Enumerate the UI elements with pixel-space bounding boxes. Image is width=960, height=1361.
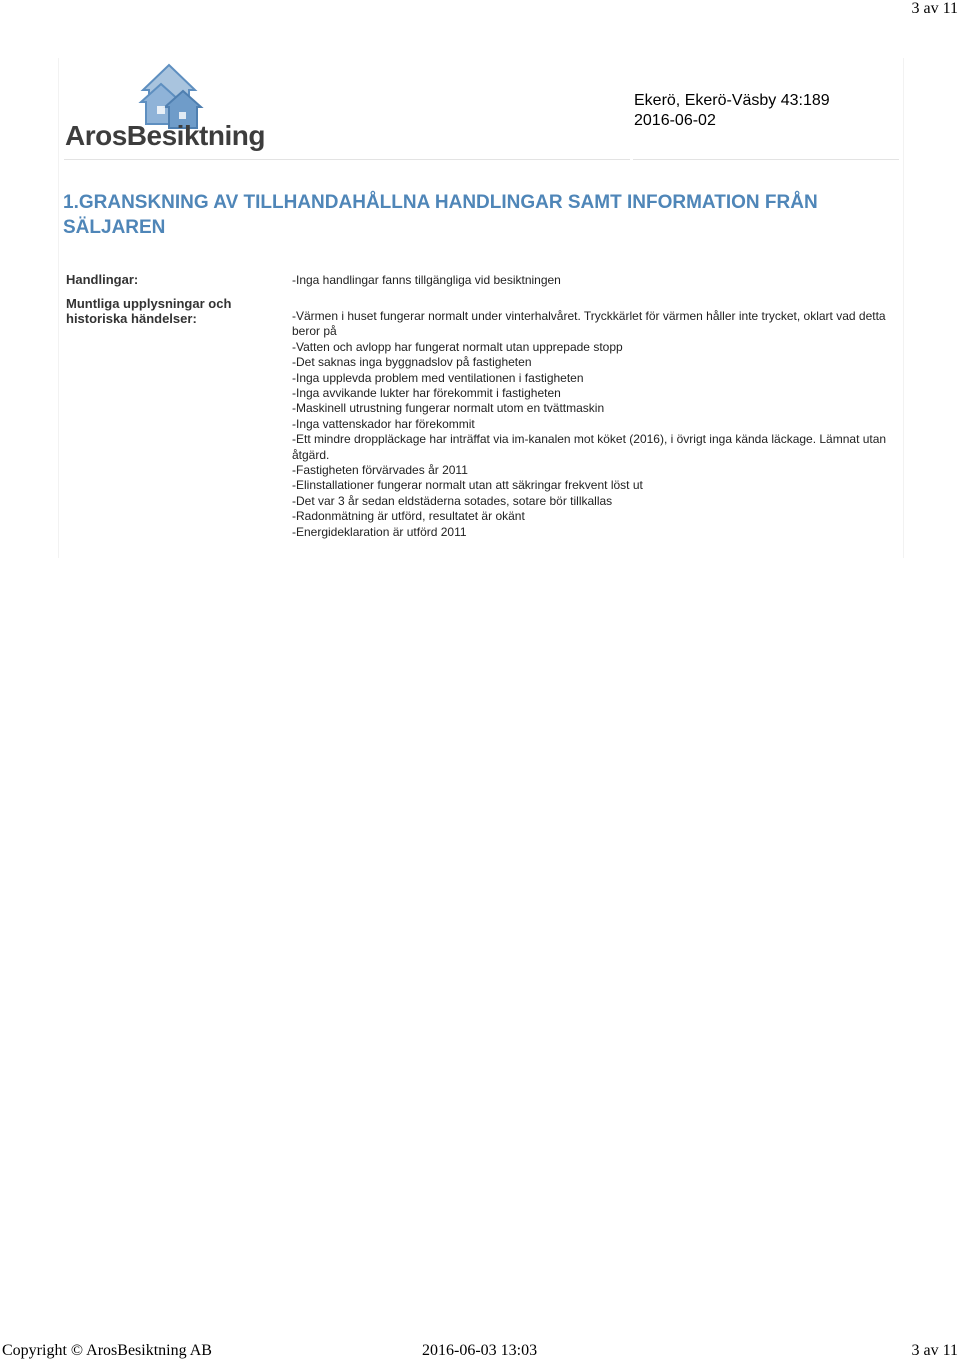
footer-timestamp: 2016-06-03 13:03 xyxy=(422,1342,538,1359)
company-logo xyxy=(65,62,275,157)
row-line: -Inga vattenskador har förekommit xyxy=(292,416,475,431)
row-line: -Radonmätning är utförd, resultatet är okänt xyxy=(292,509,525,524)
page-counter-top: 3 av 11 xyxy=(911,0,958,17)
row-label: Handlingar: xyxy=(66,272,139,287)
inspection-date: 2016-06-02 xyxy=(634,112,716,129)
logo-wordmark: ArosBesiktning xyxy=(65,120,265,151)
row-line: -Inga upplevda problem med ventilationen i fastigheten xyxy=(292,370,584,385)
row-line: -Det var 3 år sedan eldstäderna sotades, sotare bör tillkallas xyxy=(292,493,613,508)
row-label: Muntliga upplysningar och historiska händelser: xyxy=(66,296,232,326)
section-title: 1.GRANSKNING AV TILLHANDAHÅLLNA HANDLINGAR SAMT INFORMATION FRÅN SÄLJAREN xyxy=(63,192,818,238)
footer-page-number: 3 av 11 xyxy=(911,1342,958,1359)
property-address: Ekerö, Ekerö-Väsby 43:189 xyxy=(634,92,830,109)
row-line: -Inga handlingar fanns tillgängliga vid besiktningen xyxy=(292,273,561,287)
row-line: -Ett mindre droppläckage har inträffat via im-kanalen mot köket (2016), i övrigt inga kända läckage. Lämnat utan åtgärd. xyxy=(292,432,887,462)
row-line: -Inga avvikande lukter har förekommit i fastigheten xyxy=(292,386,561,401)
footer-copyright: Copyright © ArosBesiktning AB xyxy=(2,1342,212,1359)
header-info xyxy=(634,91,830,131)
row-value xyxy=(292,273,892,288)
row-line: -Elinstallationer fungerar normalt utan att säkringar frekvent löst ut xyxy=(292,478,643,493)
row-line: -Det saknas inga byggnadslov på fastigheten xyxy=(292,355,532,370)
header-divider-right xyxy=(633,159,899,160)
row-line: -Fastigheten förvärvades år 2011 xyxy=(292,463,468,478)
row-line: -Maskinell utrustning fungerar normalt utom en tvättmaskin xyxy=(292,401,605,416)
row-value xyxy=(292,309,892,540)
row-line: -Vatten och avlopp har fungerat normalt utan upprepade stopp xyxy=(292,339,623,354)
row-line: -Värmen i huset fungerar normalt under vinterhalvåret. Tryckkärlet för värmen håller inte trycket, oklart vad detta beror på xyxy=(292,309,886,339)
row-line: -Energideklaration är utförd 2011 xyxy=(292,524,467,539)
header-divider-left xyxy=(64,159,630,160)
